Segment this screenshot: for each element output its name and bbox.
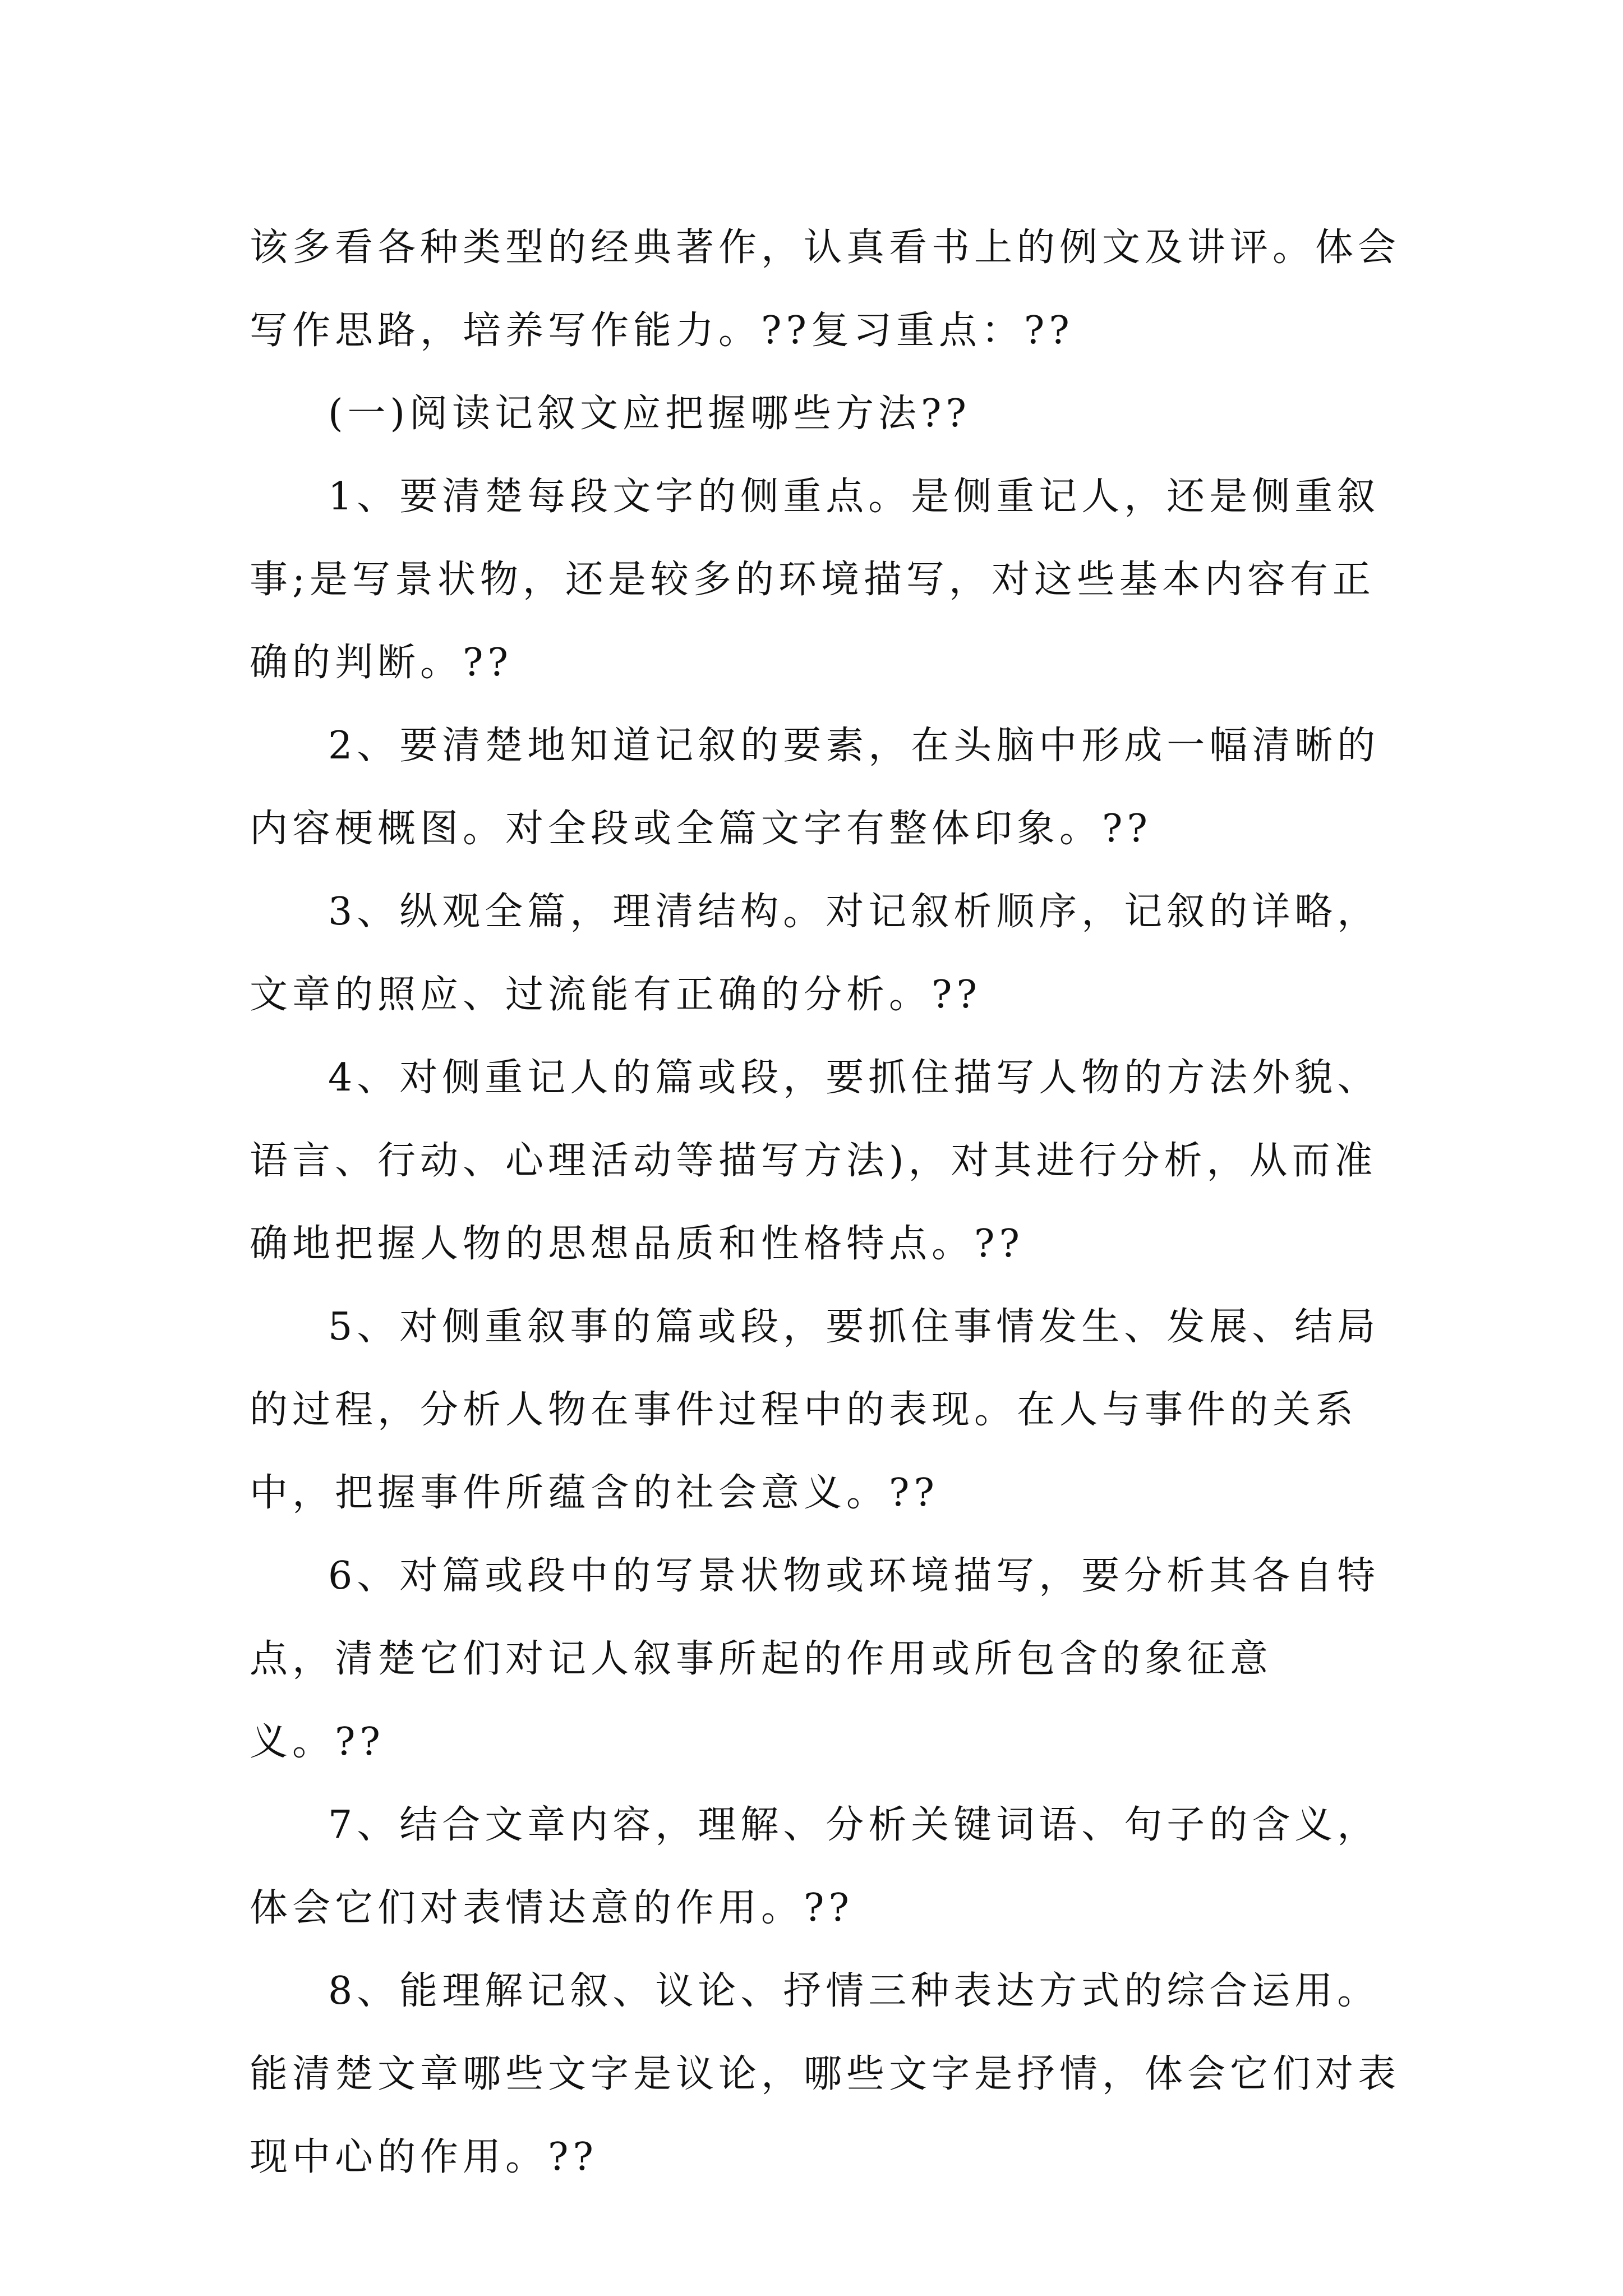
paragraph-item-8: 8、能理解记叙、议论、抒情三种表达方式的综合运用。能清楚文章哪些文字是议论，哪些文字是抒情，体会它们对表现中心的作用。?? <box>250 1969 1401 2179</box>
paragraph-item-7: 7、结合文章内容，理解、分析关键词语、句子的含义，体会它们对表情达意的作用。?? <box>250 1803 1380 1930</box>
paragraph-continuation: 该多看各种类型的经典著作，认真看书上的例文及讲评。体会写作思路，培养写作能力。??复习重点：?? <box>250 226 1401 353</box>
paragraph-item-5: 5、对侧重叙事的篇或段，要抓住事情发生、发展、结局的过程，分析人物在事件过程中的表现。在人与事件的关系中，把握事件所蕴含的社会意义。?? <box>250 1305 1380 1515</box>
paragraph-item-4: 4、对侧重记人的篇或段，要抓住描写人物的方法外貌、语言、行动、心理活动等描写方法)，对其进行分析，从而准确地把握人物的思想品质和性格特点。?? <box>250 1056 1380 1266</box>
paragraph-item-1: 1、要清楚每段文字的侧重点。是侧重记人，还是侧重叙事;是写景状物，还是较多的环境描写，对这些基本内容有正确的判断。?? <box>250 475 1380 685</box>
document-body <box>250 206 1405 2199</box>
section-heading-reading-methods: (一)阅读记叙文应把握哪些方法?? <box>328 392 971 436</box>
paragraph-item-2: 2、要清楚地知道记叙的要素，在头脑中形成一幅清晰的内容梗概图。对全段或全篇文字有整体印象。?? <box>250 724 1380 851</box>
paragraph-item-6: 6、对篇或段中的写景状物或环境描写，要分析其各自特点，清楚它们对记人叙事所起的作用或所包含的象征意义。?? <box>250 1554 1380 1764</box>
paragraph-item-3: 3、纵观全篇，理清结构。对记叙析顺序，记叙的详略，文章的照应、过流能有正确的分析。?? <box>250 890 1380 1017</box>
